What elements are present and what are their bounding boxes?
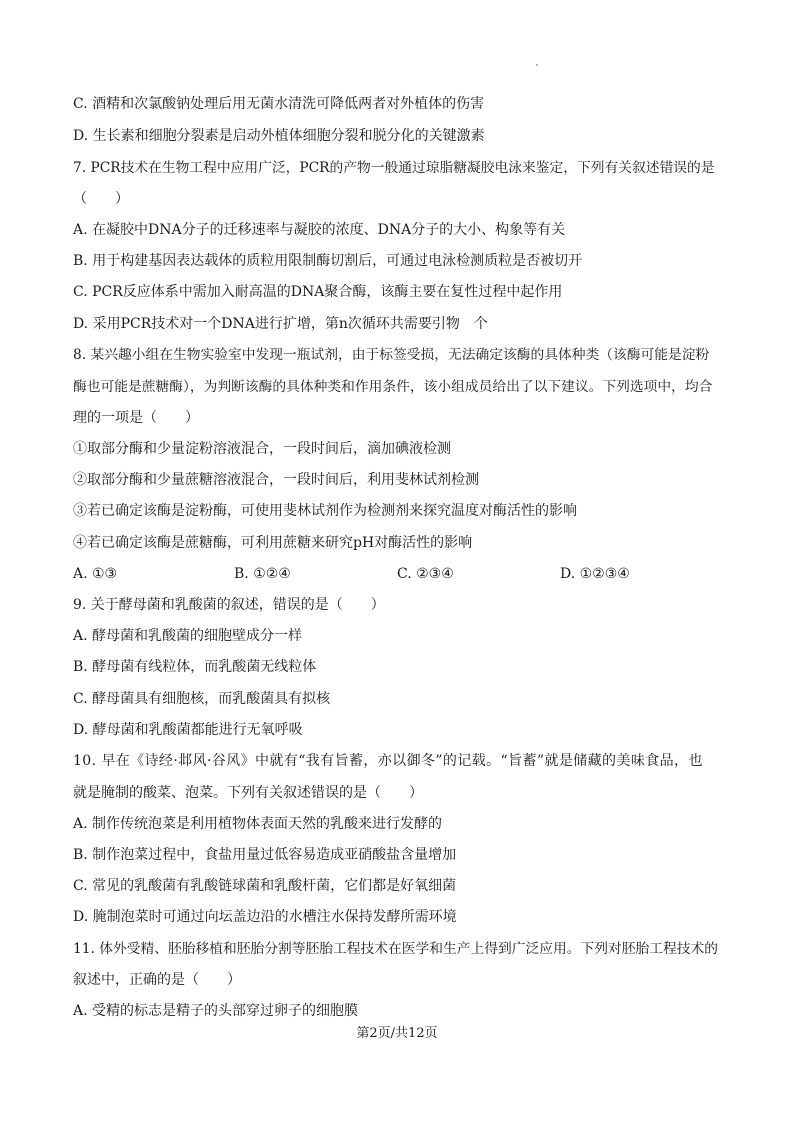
q9-option-c: C. 酵母菌具有细胞核，而乳酸菌具有拟核: [73, 691, 331, 707]
page-footer: 第2页/共12页: [356, 1026, 438, 1041]
q8-statement-4: ④若已确定该酶是蔗糖酶，可利用蔗糖来研究pH对酶活性的影响: [73, 535, 473, 551]
q8-option-b: B. ①②④: [234, 566, 291, 582]
q8-statement-3: ③若已确定该酶是淀粉酶，可使用斐林试剂作为检测剂来探究温度对酶活性的影响: [73, 503, 577, 519]
q10-stem-line-1: 10. 早在《诗经·邶风·谷风》中就有“我有旨蓄，亦以御冬”的记载。“旨蓄”就是储藏的美味食品，也: [73, 753, 703, 769]
q9-option-b: B. 酵母菌有线粒体，而乳酸菌无线粒体: [73, 659, 317, 675]
q8-option-a: A. ①③: [73, 566, 118, 582]
q8-stem-line-1: 8. 某兴趣小组在生物实验室中发现一瓶试剂，由于标签受损，无法确定该酶的具体种类（该酶可能是淀粉: [73, 347, 710, 363]
q7-option-d: D. 采用PCR技术对一个DNA进行扩增，第n次循环共需要引物 个: [73, 316, 488, 332]
q6-option-c: C. 酒精和次氯酸钠处理后用无菌水清洗可降低两者对外植体的伤害: [73, 96, 485, 112]
q10-stem-line-2: 就是腌制的酸菜、泡菜。下列有关叙述错误的是（ ）: [73, 785, 423, 801]
q11-stem-line-2: 叙述中，正确的是（ ）: [73, 972, 241, 988]
scan-speck: [536, 64, 538, 66]
q8-option-c: C. ②③④: [397, 566, 454, 582]
q10-option-d: D. 腌制泡菜时可通过向坛盖边沿的水槽注水保持发酵所需环境: [73, 909, 457, 925]
q7-stem: 7. PCR技术在生物工程中应用广泛，PCR的产物一般通过琼脂糖凝胶电泳来鉴定，下列有关叙述错误的是: [73, 160, 715, 176]
q10-option-b: B. 制作泡菜过程中，食盐用量过低容易造成亚硝酸盐含量增加: [73, 847, 457, 863]
q8-option-d: D. ①②③④: [560, 566, 630, 582]
q7-option-b: B. 用于构建基因表达载体的质粒用限制酶切割后，可通过电泳检测质粒是否被切开: [73, 253, 583, 269]
q11-option-a: A. 受精的标志是精子的头部穿过卵子的细胞膜: [73, 1003, 359, 1019]
q8-statement-1: ①取部分酶和少量淀粉溶液混合，一段时间后，滴加碘液检测: [73, 441, 451, 457]
q9-option-d: D. 酵母菌和乳酸菌都能进行无氧呼吸: [73, 722, 303, 738]
q8-stem-line-2: 酶也可能是蔗糖酶），为判断该酶的具体种类和作用条件，该小组成员给出了以下建议。下列选项中，均合: [73, 379, 713, 395]
q7-option-c: C. PCR反应体系中需加入耐高温的DNA聚合酶，该酶主要在复性过程中起作用: [73, 284, 563, 300]
q6-option-d: D. 生长素和细胞分裂素是启动外植体细胞分裂和脱分化的关键激素: [73, 128, 485, 144]
q7-option-a: A. 在凝胶中DNA分子的迁移速率与凝胶的浓度、DNA分子的大小、构象等有关: [73, 222, 566, 238]
q9-option-a: A. 酵母菌和乳酸菌的细胞壁成分一样: [73, 628, 303, 644]
q9-stem: 9. 关于酵母菌和乳酸菌的叙述，错误的是（ ）: [73, 597, 385, 613]
q8-statement-2: ②取部分酶和少量蔗糖溶液混合，一段时间后，利用斐林试剂检测: [73, 472, 479, 488]
q11-stem-line-1: 11. 体外受精、胚胎移植和胚胎分割等胚胎工程技术在医学和生产上得到广泛应用。下列对胚胎工程技术的: [73, 941, 718, 957]
q7-answer-bracket: （ ）: [73, 191, 129, 207]
q10-option-c: C. 常见的乳酸菌有乳酸链球菌和乳酸杆菌，它们都是好氧细菌: [73, 878, 457, 894]
q10-option-a: A. 制作传统泡菜是利用植物体表面天然的乳酸来进行发酵的: [73, 816, 443, 832]
q8-stem-line-3: 理的一项是（ ）: [73, 410, 199, 426]
